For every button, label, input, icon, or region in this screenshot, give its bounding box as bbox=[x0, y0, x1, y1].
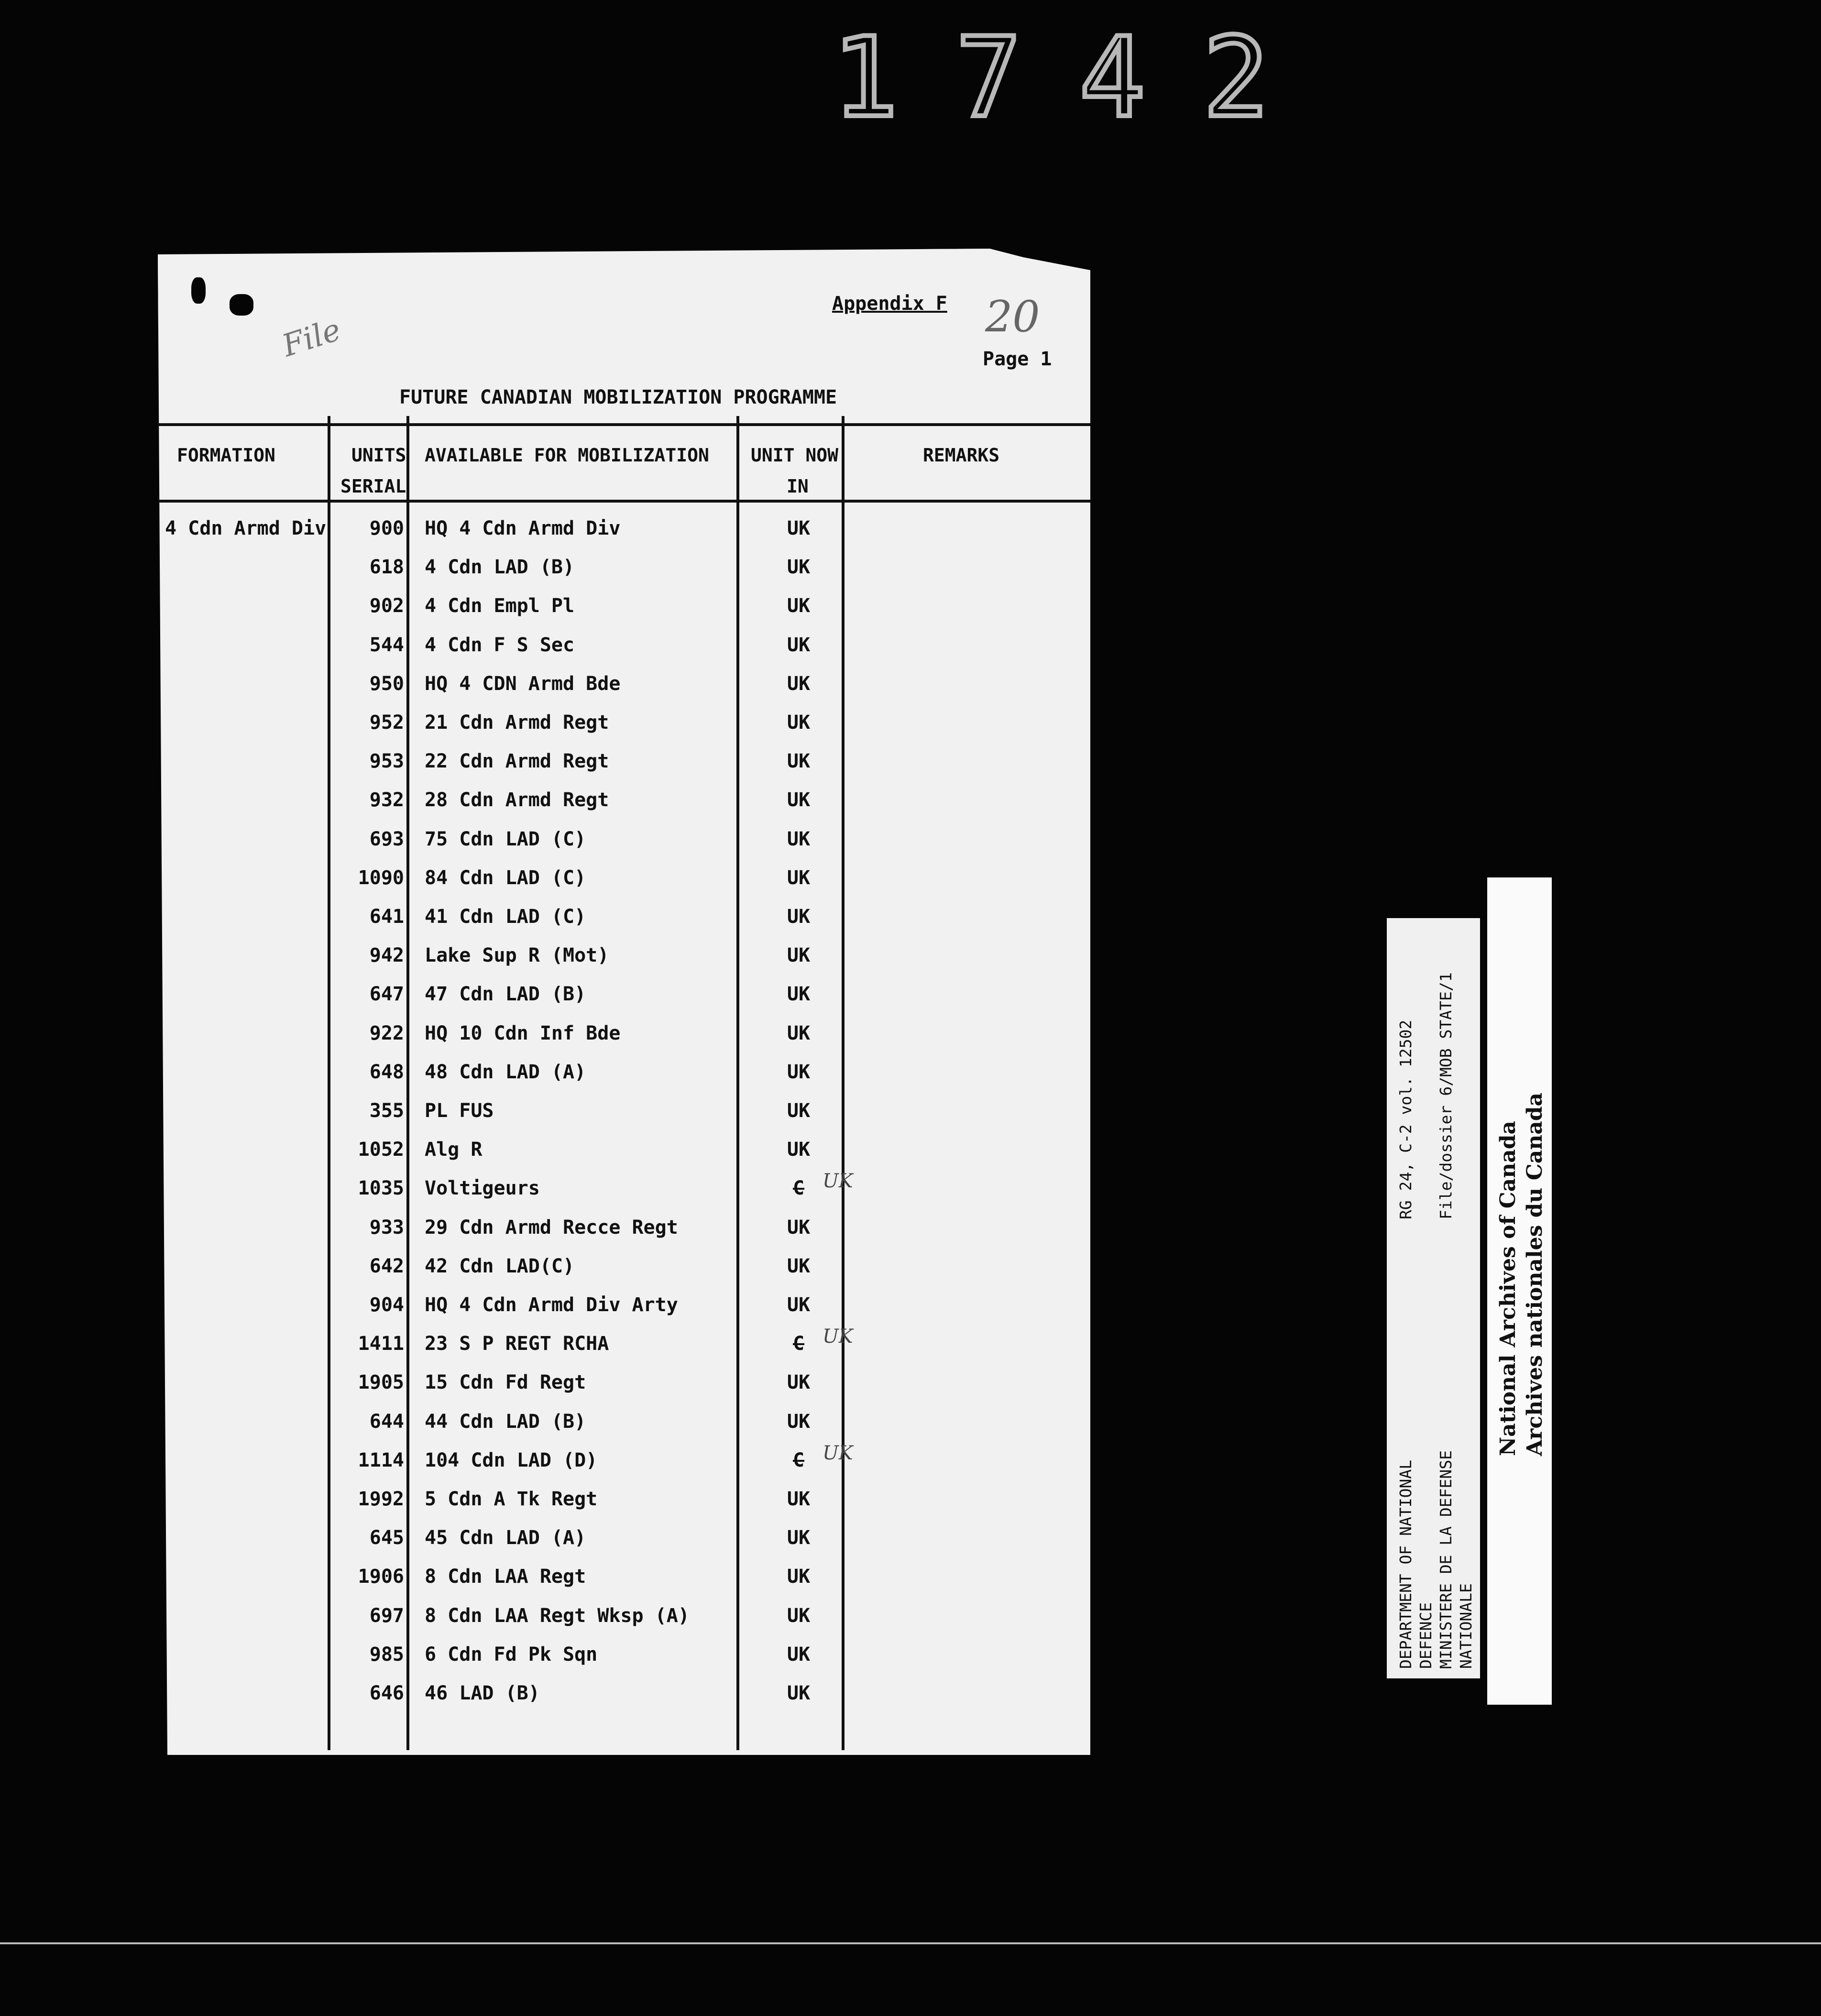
location-cell: UK bbox=[787, 1488, 811, 1510]
unit-cell: HQ 4 CDN Armd Bde bbox=[425, 672, 621, 695]
serial-cell: 697 bbox=[369, 1604, 404, 1627]
location-cell: UK bbox=[787, 789, 811, 811]
table-row bbox=[0, 1442, 1100, 1485]
serial-cell: 1411 bbox=[358, 1333, 404, 1355]
table-row bbox=[0, 786, 1100, 824]
table-row bbox=[0, 592, 1100, 630]
table-row bbox=[0, 1523, 1100, 1562]
handwritten-page-number: 20 bbox=[985, 292, 1040, 342]
location-cell: UK bbox=[787, 1527, 811, 1549]
table-row bbox=[0, 1562, 1100, 1601]
table-row bbox=[0, 708, 1100, 747]
unit-cell: 6 Cdn Fd Pk Sqn bbox=[425, 1643, 598, 1665]
serial-cell: 1052 bbox=[358, 1139, 404, 1161]
serial-cell: 641 bbox=[369, 906, 404, 928]
unit-cell: 8 Cdn LAA Regt bbox=[425, 1566, 586, 1588]
unit-cell: Voltigeurs bbox=[425, 1177, 540, 1200]
handwritten-correction: UK bbox=[823, 1326, 853, 1348]
location-cell: UK bbox=[787, 1061, 811, 1083]
serial-cell: 618 bbox=[369, 556, 404, 579]
unit-cell: Alg R bbox=[425, 1139, 483, 1161]
unit-cell: HQ 10 Cdn Inf Bde bbox=[425, 1022, 621, 1044]
serial-cell: 985 bbox=[369, 1643, 404, 1665]
location-cell: UK bbox=[787, 1643, 811, 1665]
table-row bbox=[0, 1213, 1100, 1252]
table-row bbox=[0, 864, 1100, 902]
table-row bbox=[0, 1170, 1100, 1213]
serial-cell: 355 bbox=[369, 1100, 404, 1122]
unit-cell: 41 Cdn LAD (C) bbox=[425, 906, 586, 928]
serial-cell: 900 bbox=[369, 517, 404, 539]
location-cell: UK bbox=[787, 595, 811, 617]
table-row bbox=[0, 1058, 1100, 1096]
unit-cell: 8 Cdn LAA Regt Wksp (A) bbox=[425, 1604, 690, 1627]
location-cell: UK bbox=[787, 1216, 811, 1238]
table-header-rule bbox=[158, 500, 1090, 503]
unit-cell: PL FUS bbox=[425, 1100, 494, 1122]
unit-cell: 75 Cdn LAD (C) bbox=[425, 828, 586, 850]
department-line: DEPARTMENT OF NATIONAL bbox=[1396, 1459, 1415, 1669]
table-row bbox=[0, 1679, 1100, 1718]
table-row bbox=[0, 1252, 1100, 1291]
serial-cell: 647 bbox=[369, 983, 404, 1006]
serial-cell: 933 bbox=[369, 1216, 404, 1238]
unit-cell: 4 Cdn Empl Pl bbox=[425, 595, 575, 617]
record-group-reference: RG 24, C-2 vol. 12502 bbox=[1396, 1019, 1415, 1219]
serial-cell: 953 bbox=[369, 750, 404, 773]
location-cell: UK bbox=[787, 1139, 811, 1161]
serial-cell: 904 bbox=[369, 1294, 404, 1316]
file-reference: File/dossier 6/MOB STATE/1 bbox=[1437, 972, 1455, 1219]
frame-number: 1742 bbox=[832, 14, 1327, 142]
table-row bbox=[0, 1407, 1100, 1446]
header-serial: SERIAL bbox=[340, 476, 406, 497]
unit-cell: 46 LAD (B) bbox=[425, 1682, 540, 1704]
table-row bbox=[0, 747, 1100, 786]
unit-cell: HQ 4 Cdn Armd Div Arty bbox=[425, 1294, 678, 1316]
header-available: AVAILABLE FOR MOBILIZATION bbox=[425, 445, 709, 466]
unit-cell: 45 Cdn LAD (A) bbox=[425, 1527, 586, 1549]
serial-cell: 950 bbox=[369, 672, 404, 695]
unit-cell: HQ 4 Cdn Armd Div bbox=[425, 517, 621, 539]
location-cell: UK bbox=[787, 1410, 811, 1433]
handwritten-correction: UK bbox=[823, 1170, 853, 1193]
serial-cell: 644 bbox=[369, 1410, 404, 1433]
unit-cell: 5 Cdn A Tk Regt bbox=[425, 1488, 598, 1510]
unit-cell: 84 Cdn LAD (C) bbox=[425, 866, 586, 889]
location-cell: UK bbox=[787, 1294, 811, 1316]
table-row bbox=[0, 631, 1100, 669]
table-row bbox=[0, 514, 1100, 553]
table-row bbox=[0, 1485, 1100, 1523]
location-cell: C bbox=[792, 1449, 805, 1471]
archives-name-fr: Archives nationales du Canada bbox=[1523, 1092, 1547, 1456]
serial-cell: 1905 bbox=[358, 1371, 404, 1394]
unit-cell: 21 Cdn Armd Regt bbox=[425, 712, 609, 734]
table-row bbox=[0, 553, 1100, 592]
serial-cell: 648 bbox=[369, 1061, 404, 1083]
table-row bbox=[0, 1326, 1100, 1368]
unit-cell: 47 Cdn LAD (B) bbox=[425, 983, 586, 1006]
unit-cell: 42 Cdn LAD(C) bbox=[425, 1255, 575, 1277]
serial-cell: 1090 bbox=[358, 866, 404, 889]
national-archives-label bbox=[1487, 877, 1552, 1705]
location-cell: C bbox=[792, 1177, 805, 1200]
serial-cell: 646 bbox=[369, 1682, 404, 1704]
table-row bbox=[0, 1601, 1100, 1640]
table-row bbox=[0, 669, 1100, 708]
department-line: NATIONALE bbox=[1457, 1583, 1475, 1669]
serial-cell: 952 bbox=[369, 712, 404, 734]
unit-cell: Lake Sup R (Mot) bbox=[425, 944, 609, 967]
appendix-label: Appendix F bbox=[832, 293, 947, 315]
header-unit-now: UNIT NOW bbox=[751, 445, 839, 466]
table-row bbox=[0, 902, 1100, 941]
table-row bbox=[0, 1291, 1100, 1329]
handwritten-correction: UK bbox=[823, 1442, 853, 1464]
archives-name-en: National Archives of Canada bbox=[1496, 1120, 1520, 1456]
header-remarks: REMARKS bbox=[923, 445, 1000, 466]
serial-cell: 922 bbox=[369, 1022, 404, 1044]
serial-cell: 1114 bbox=[358, 1449, 404, 1471]
punch-hole-icon bbox=[191, 277, 206, 304]
location-cell: UK bbox=[787, 1371, 811, 1394]
table-row bbox=[0, 1019, 1100, 1058]
header-formation: FORMATION bbox=[177, 445, 275, 466]
handwritten-file-note: File bbox=[278, 312, 345, 364]
location-cell: UK bbox=[787, 1604, 811, 1627]
serial-cell: 942 bbox=[369, 944, 404, 967]
table-row bbox=[0, 980, 1100, 1019]
serial-cell: 932 bbox=[369, 789, 404, 811]
table-row bbox=[0, 1368, 1100, 1407]
unit-cell: 4 Cdn F S Sec bbox=[425, 634, 575, 656]
unit-cell: 28 Cdn Armd Regt bbox=[425, 789, 609, 811]
serial-cell: 693 bbox=[369, 828, 404, 850]
location-cell: UK bbox=[787, 556, 811, 579]
table-top-rule bbox=[158, 423, 1090, 426]
serial-cell: 642 bbox=[369, 1255, 404, 1277]
serial-cell: 645 bbox=[369, 1527, 404, 1549]
table-row bbox=[0, 825, 1100, 864]
table-row bbox=[0, 1640, 1100, 1679]
location-cell: C bbox=[792, 1333, 805, 1355]
location-cell: UK bbox=[787, 944, 811, 967]
location-cell: UK bbox=[787, 906, 811, 928]
location-cell: UK bbox=[787, 1100, 811, 1122]
location-cell: UK bbox=[787, 828, 811, 850]
serial-cell: 1992 bbox=[358, 1488, 404, 1510]
document-title: FUTURE CANADIAN MOBILIZATION PROGRAMME bbox=[399, 386, 837, 408]
location-cell: UK bbox=[787, 1566, 811, 1588]
location-cell: UK bbox=[787, 1255, 811, 1277]
serial-cell: 544 bbox=[369, 634, 404, 656]
unit-cell: 22 Cdn Armd Regt bbox=[425, 750, 609, 773]
unit-cell: 104 Cdn LAD (D) bbox=[425, 1449, 598, 1471]
film-edge-line bbox=[0, 1942, 1821, 1944]
location-cell: UK bbox=[787, 634, 811, 656]
page-number: Page 1 bbox=[983, 348, 1052, 370]
unit-cell: 4 Cdn LAD (B) bbox=[425, 556, 575, 579]
table-row bbox=[0, 941, 1100, 980]
location-cell: UK bbox=[787, 1022, 811, 1044]
location-cell: UK bbox=[787, 712, 811, 734]
department-line: DEFENCE bbox=[1416, 1602, 1435, 1669]
header-units: UNITS bbox=[351, 445, 406, 466]
header-in: IN bbox=[787, 476, 809, 497]
location-cell: UK bbox=[787, 672, 811, 695]
unit-cell: 23 S P REGT RCHA bbox=[425, 1333, 609, 1355]
unit-cell: 44 Cdn LAD (B) bbox=[425, 1410, 586, 1433]
location-cell: UK bbox=[787, 1682, 811, 1704]
unit-cell: 29 Cdn Armd Recce Regt bbox=[425, 1216, 678, 1238]
unit-cell: 48 Cdn LAD (A) bbox=[425, 1061, 586, 1083]
table-row bbox=[0, 1135, 1100, 1174]
location-cell: UK bbox=[787, 983, 811, 1006]
location-cell: UK bbox=[787, 517, 811, 539]
table-row bbox=[0, 1096, 1100, 1135]
serial-cell: 1906 bbox=[358, 1566, 404, 1588]
location-cell: UK bbox=[787, 866, 811, 889]
formation-cell: 4 Cdn Armd Div bbox=[165, 517, 327, 539]
serial-cell: 1035 bbox=[358, 1177, 404, 1200]
department-line: MINISTERE DE LA DEFENSE bbox=[1437, 1450, 1455, 1669]
unit-cell: 15 Cdn Fd Regt bbox=[425, 1371, 586, 1394]
location-cell: UK bbox=[787, 750, 811, 773]
serial-cell: 902 bbox=[369, 595, 404, 617]
punch-hole-icon bbox=[230, 294, 253, 316]
archive-reference-label bbox=[1387, 918, 1480, 1678]
